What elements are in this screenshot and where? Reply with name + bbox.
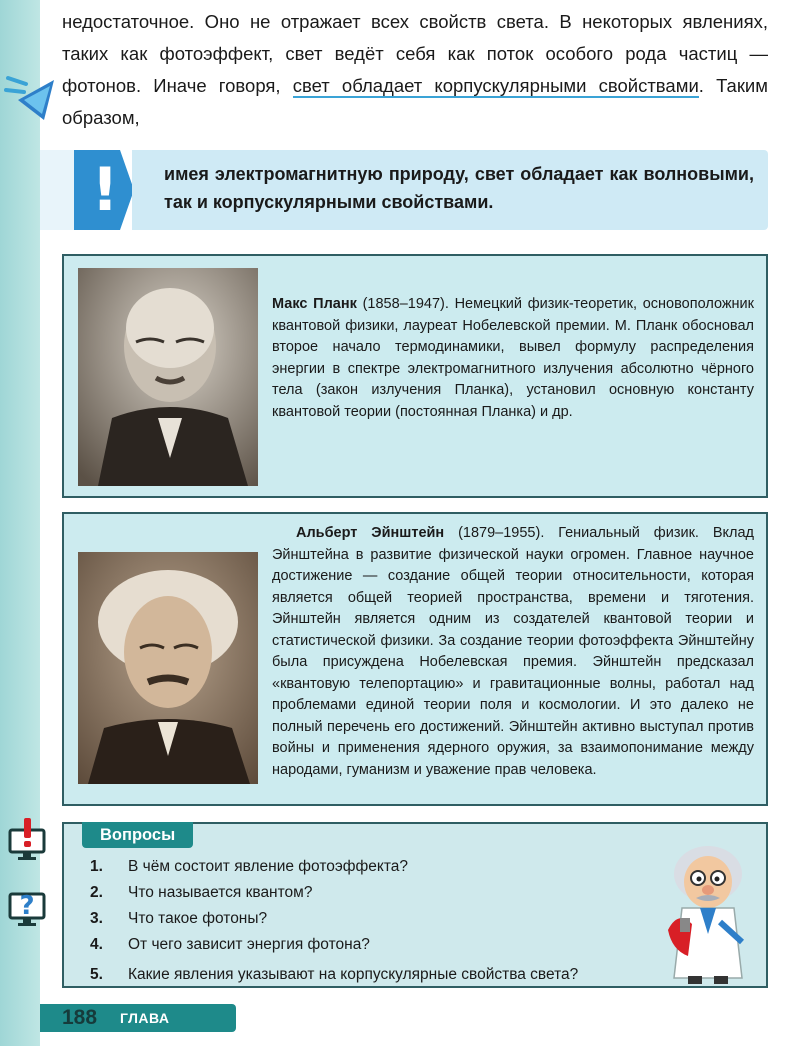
- einstein-name: Альберт Эйнштейн: [296, 525, 445, 541]
- computer-exclamation-icon: [8, 818, 48, 862]
- einstein-description: (1879–1955). Гениальный физик. Вклад Эйнштейна в развитие физической науки огромен. Главное научное достижение — создание общей теории относительности, которая является общей теорией пространства, времени и тяготения. Эйнштейн является одним из создателей квантовой теории и статистической физики. За создание теории фотоэффекта Эйнштейну была присуждена Нобелевская премия. Эйнштейн предсказал «квантовую телепортацию» и гравитационные волны, работал над проблемами единой теории поля и космологии. И это далеко не полный перечень его достижений. Эйнштейн активно выступал против войны и применения ядерного оружия, за взаимопонимание между народами, гуманизм и уважение прав человека.: [272, 525, 754, 778]
- questions-title: Вопросы: [82, 822, 193, 848]
- key-statement-box: [40, 150, 768, 230]
- einstein-bio-panel: [62, 512, 768, 806]
- question-number: 1.: [90, 858, 103, 875]
- page-number: 188: [62, 1006, 98, 1029]
- svg-text:?: ?: [19, 891, 35, 921]
- chapter-label: ГЛАВА 3: [120, 1010, 170, 1054]
- question-item: [90, 906, 650, 932]
- computer-question-icon: [8, 884, 48, 928]
- intro-text-part2: . Таким образом,: [62, 75, 768, 128]
- question-number: 2.: [90, 884, 103, 901]
- question-text: От чего зависит энергия фотона?: [128, 936, 370, 953]
- key-statement-background: [132, 150, 768, 230]
- planck-bio-panel: [62, 254, 768, 498]
- planck-portrait: [78, 268, 258, 486]
- questions-panel: [62, 822, 768, 988]
- questions-list: [90, 854, 650, 988]
- planck-name: Макс Планк: [272, 296, 357, 312]
- question-item: [90, 880, 650, 906]
- einstein-bio-text: [272, 523, 754, 781]
- intro-text-part1: недостаточное. Оно не отражает всех свойств света. В некоторых явлениях, таких как фотоэффект, свет ведёт себя как поток особого рода частиц — фотонов. Иначе говоря,: [62, 11, 768, 96]
- question-text: Какие явления указывают на корпускулярные свойства света?: [128, 966, 579, 983]
- arrow-pointer-icon: [4, 70, 62, 124]
- planck-description: (1858–1947). Немецкий физик-теоретик, основоположник квантовой физики, лауреат Нобелевской премии. М. Планк обосновал второе начало термодинамики, вывел формулу распределения энергии в спектре электромагнитного излучения абсолютно чёрного тела (закон излучения Планка), установил основную константу квантовой теории (постоянная Планка) и др.: [272, 296, 755, 420]
- question-text: Что называется квантом?: [128, 884, 313, 901]
- question-text: В чём состоит явление фотоэффекта?: [128, 858, 409, 875]
- exclamation-icon: !: [91, 155, 119, 225]
- question-number: 3.: [90, 910, 103, 927]
- einstein-portrait: [78, 552, 258, 784]
- question-item: [90, 854, 650, 880]
- intro-highlight: свет обладает корпускулярными свойствами: [292, 75, 699, 96]
- scientist-mascot-icon: [658, 838, 758, 984]
- question-item: [90, 932, 650, 958]
- intro-paragraph: [62, 6, 768, 134]
- question-item: [90, 962, 650, 988]
- question-number: 5.: [90, 966, 103, 983]
- question-text: Что такое фотоны?: [128, 910, 268, 927]
- question-number: 4.: [90, 936, 103, 953]
- key-statement-text: имея электромагнитную природу, свет обладает как волновыми, так и корпускулярными свойствами.: [164, 164, 754, 212]
- planck-bio-text: [272, 294, 754, 423]
